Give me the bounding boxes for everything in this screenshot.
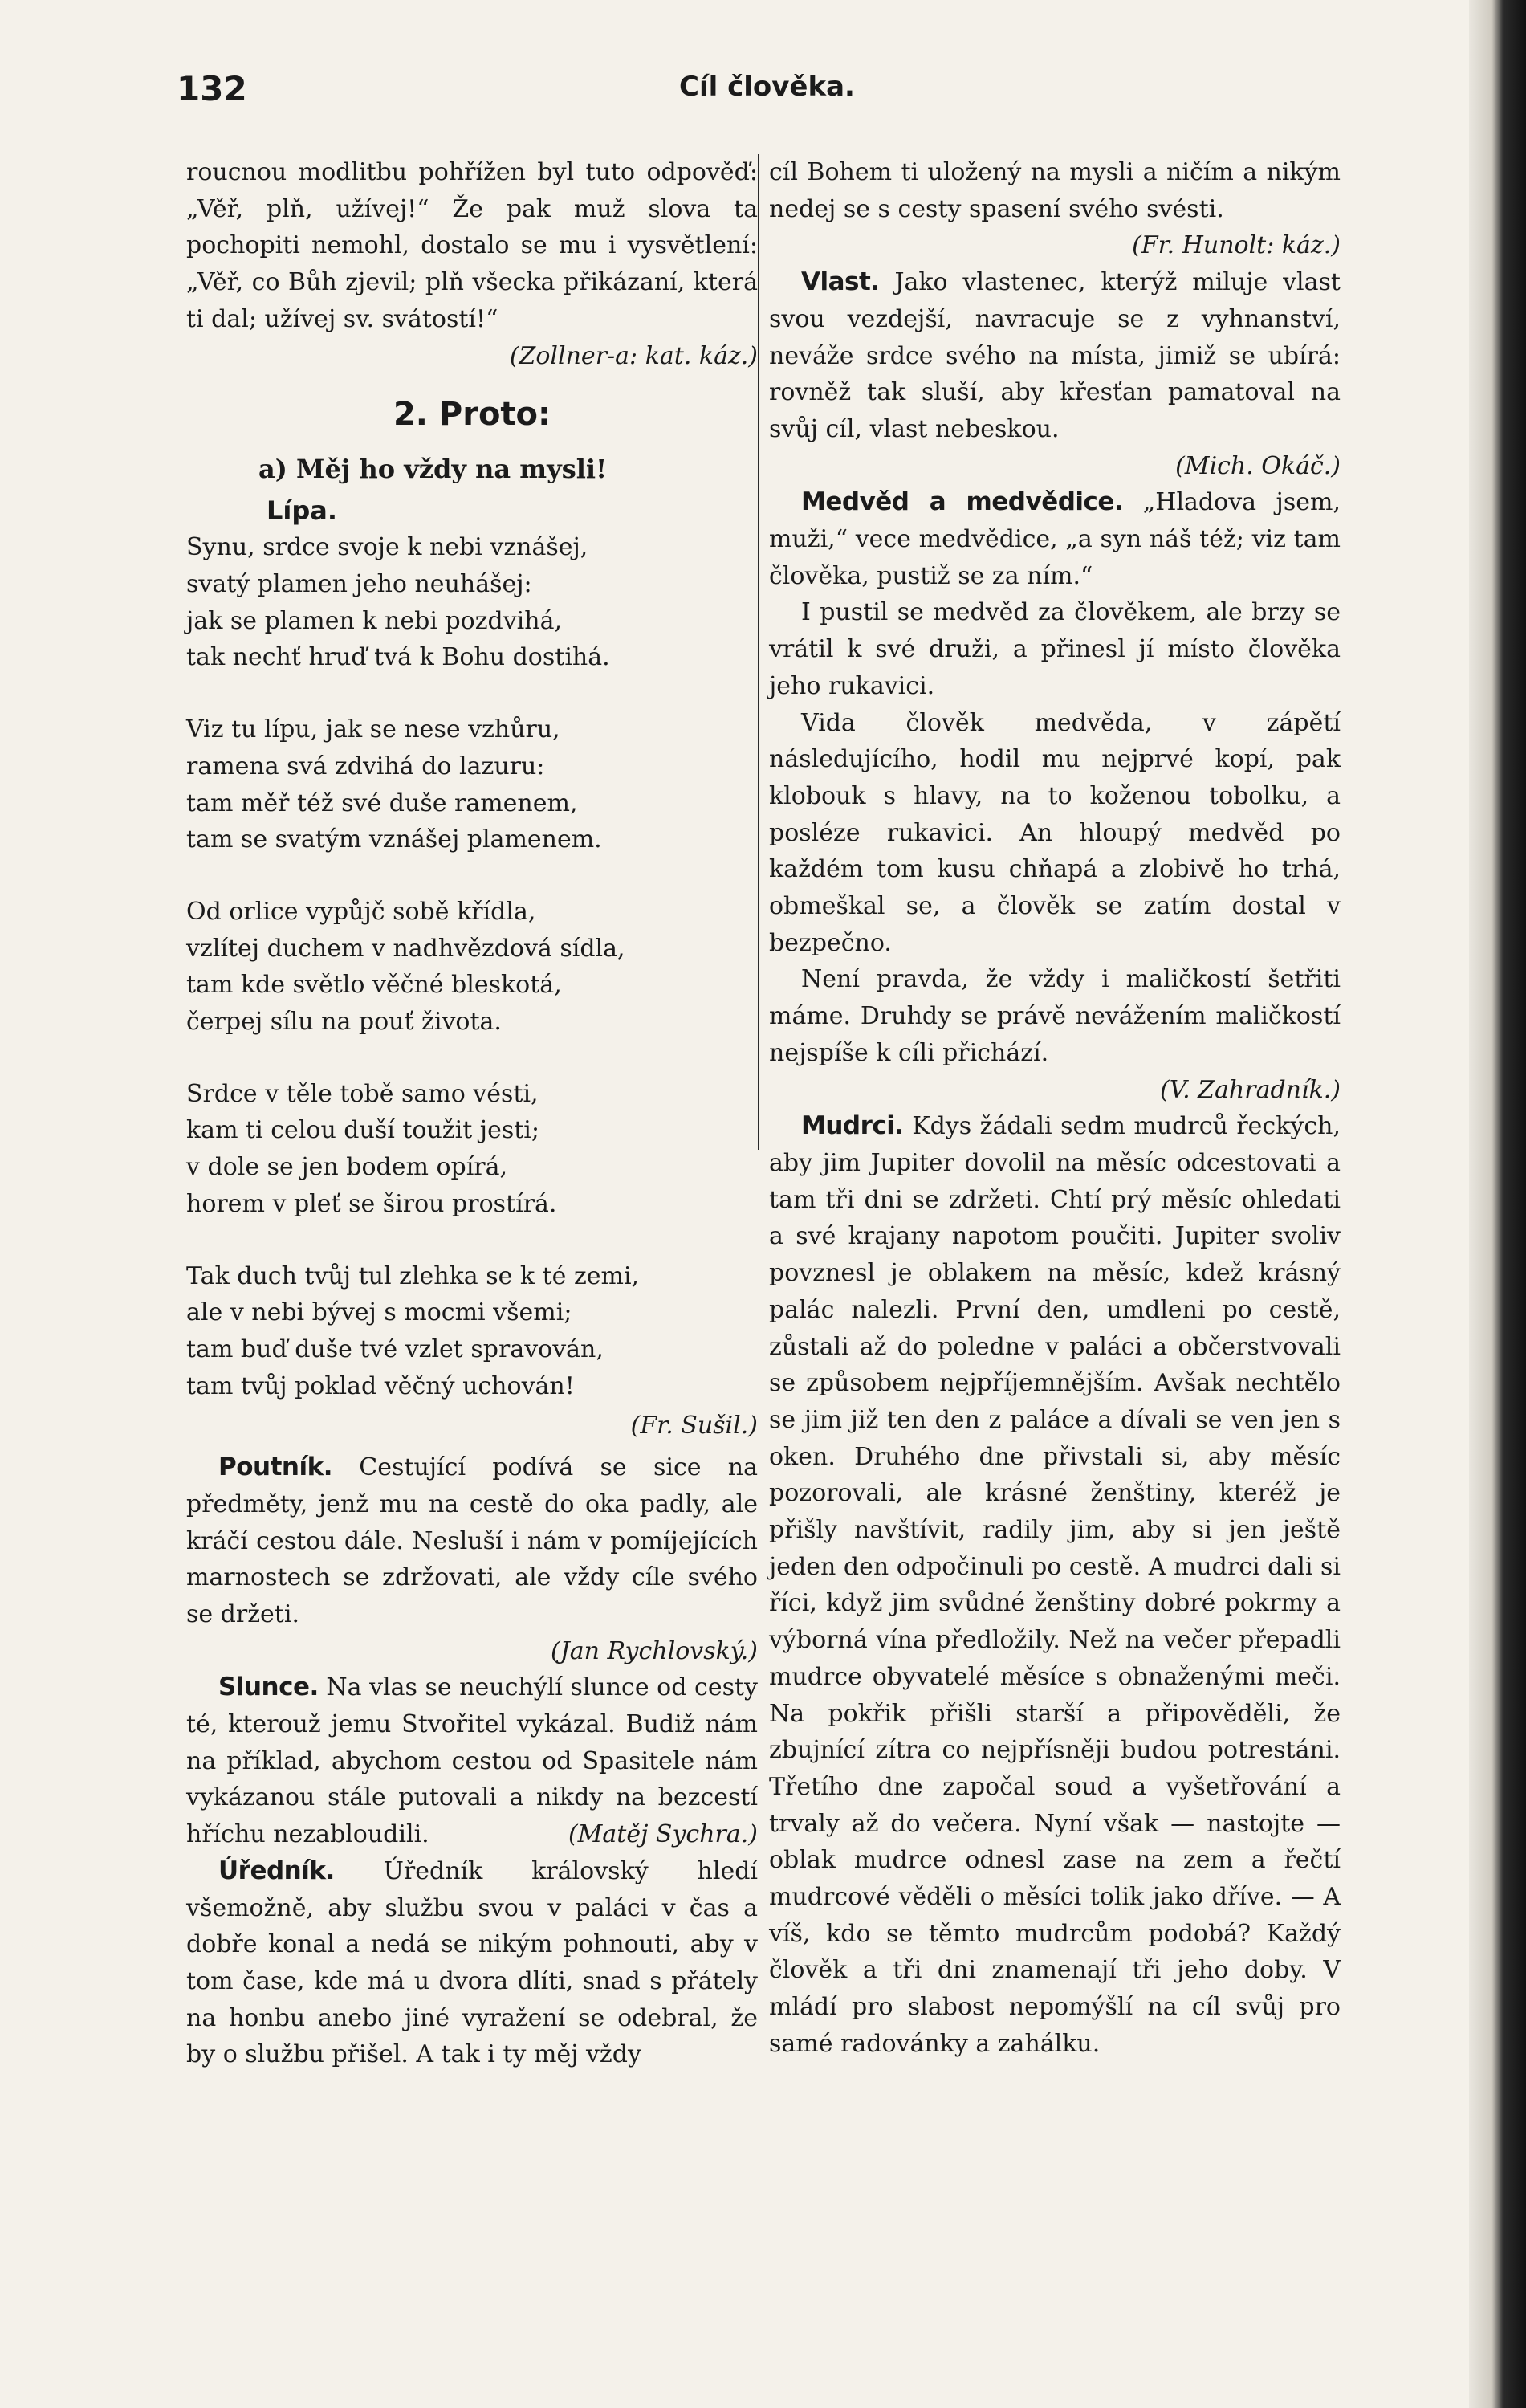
poem-stanza	[186, 1258, 758, 1405]
poem-stanza	[186, 711, 758, 858]
reference-hunolt: (Fr. Hunolt: káz.)	[1132, 231, 1341, 260]
keyword-urednik: Úředník.	[218, 1856, 335, 1885]
poem-line: Synu, srdce svoje k nebi vznášej,	[186, 533, 588, 562]
entry-poutnik	[186, 1449, 758, 1633]
entry-medved-p4: Není pravda, že vždy i maličkostí šetřiti máme. Druhdy se právě nevážením maličkostí nejspíše k cíli přichází.	[769, 965, 1341, 1067]
entry-medved	[769, 484, 1341, 594]
entry-poutnik-text: Cestující podívá se sice na předměty, jenž mu na cestě do oka padly, ale kráčí cestou dále. Nesluší i nám v pomíjejících marnostech se zdržovati, ale vždy cíle svého se držeti.	[186, 1453, 759, 1628]
poem-line: tam buď duše tvé vzlet spravován,	[186, 1334, 604, 1363]
poem-stanza	[186, 894, 758, 1041]
entry-slunce-text: Na vlas se neuchýlí slunce od cesty té, kterouž jemu Stvořitel vykázal. Budiž nám na příklad, abychom cestou od Spasitele nám vykázanou stále putovali a nikdy na bezcestí hříchu nezabloudili.	[186, 1673, 758, 1849]
reference-sychra: (Matěj Sychra.)	[568, 1820, 758, 1849]
entry-vlast	[769, 264, 1341, 448]
poem-line: ramena svá zdvihá do lazuru:	[186, 752, 545, 780]
right-column	[769, 154, 1341, 2063]
poem-line: svatý plamen jeho neuhášej:	[186, 570, 532, 599]
poem-line: kam ti celou duší toužit jesti;	[186, 1116, 539, 1145]
running-title: Cíl člověka.	[679, 71, 855, 103]
page-edge	[1469, 0, 1526, 2408]
poem-stanza	[186, 529, 758, 676]
poem-line: tak nechť hruď tvá k Bohu dostihá.	[186, 643, 610, 672]
keyword-poutnik: Poutník.	[218, 1453, 332, 1482]
reference-zahradnik: (V. Zahradník.)	[1159, 1075, 1341, 1104]
entry-slunce	[186, 1669, 758, 1853]
left-paragraph-1: roucnou modlitbu pohřížen byl tuto odpověď: „Věř, plň, užívej!“ Že pak muž slova ta pochopiti nemohl, dostalo se mu i vysvětlení: „Věř, co Bůh zjevil; plň všecka přikázaní, která ti dal; užívej sv. svátostí!“	[186, 158, 758, 333]
entry-medved-p2: I pustil se medvěd za člověkem, ale brzy se vrátil k své druži, a přinesl jí místo člověka jeho rukavici.	[769, 598, 1341, 700]
entry-mudrci-text: Kdys žádali sedm mudrců řeckých, aby jim Jupiter dovolil na měsíc odcestovati a tam tři dni se zdržeti. Chtí prý měsíc ohledati a své krajany napotom poučiti. Jupiter svoliv povznesl je oblakem na měsíc, kdež krásný palác nalezli. První den, umdleni po cestě, zůstali až do poledne v paláci a občerstvovali se způsobem nejpříjemnějším. Avšak nechtělo se jim již ten den z paláce a dívali se ven jen s oken. Druhého dne přivstali si, aby měsíc pozorovali, ale krásné ženštiny, kteréž je přišly navštívit, radily jim, aby si jen ještě jeden den odpočinuli po cestě. A mudrci dali si říci, když jim svůdné ženštiny dobré pokrmy a výborná vína předložily. Než na večer přepadli mudrce obyvatelé měsíce s obnaženými meči. Na pokřik přišli starší a připověděli, že zbujnící zítra co nejpřísněji budou potrestáni. Třetího dne započal soud a vyšetřování a trvaly až do večera. Nyní však — nastojte — oblak mudrce odnesl zase na zem a řečtí mudrcové věděli o měsíci tolik jako dříve. — A víš, kdo se těmto mudrcům podobá? Každý člověk a tři dni znamenají tři jeho doby. V mládí pro slabost nepomýšlí na cíl svůj pro samé radovánky a zahálku.	[769, 1112, 1341, 2058]
entry-urednik-text: Úředník královský hledí všemožně, aby službu svou v paláci v čas a dobře konal a nedá se nikým pohnouti, aby v tom čase, kde má u dvora dlíti, snad s přátely na honbu anebo jiné vyražení se odebral, že by o službu přišel. A tak i ty měj vždy	[186, 1856, 758, 2069]
column-divider	[758, 154, 759, 1150]
poem-line: jak se plamen k nebi pozdvihá,	[186, 606, 563, 635]
poem-line: Srdce v těle tobě samo vésti,	[186, 1079, 539, 1108]
entry-mudrci	[769, 1108, 1341, 2062]
poem-line: tam kde světlo věčné bleskotá,	[186, 971, 562, 1000]
poem-line: ale v nebi bývej s mocmi všemi;	[186, 1298, 572, 1327]
poem-title: Lípa.	[267, 495, 338, 526]
section-heading: 2. Proto:	[393, 396, 551, 434]
poem-line: tam se svatým vznášej plamenem.	[186, 825, 602, 854]
poem-line: v dole se jen bodem opírá,	[186, 1153, 508, 1182]
subheading: a) Měj ho vždy na mysli!	[258, 453, 608, 484]
poem-line: horem v pleť se širou prostírá.	[186, 1189, 557, 1218]
reference-okac: (Mich. Okáč.)	[1175, 451, 1341, 480]
reference-rychlovsky: (Jan Rychlovský.)	[551, 1636, 758, 1665]
page-number: 132	[177, 69, 247, 108]
keyword-mudrci: Mudrci.	[801, 1111, 904, 1141]
reference-zollner: (Zollner-a: kat. káz.)	[509, 341, 758, 370]
poem-stanza	[186, 1076, 758, 1223]
poem-line: Tak duch tvůj tul zlehka se k té zemi,	[186, 1261, 640, 1290]
keyword-medved: Medvěd a medvědice.	[801, 487, 1124, 517]
entry-medved-p3: Vida člověk medvěda, v zápětí následujícího, hodil mu nejprvé kopí, pak klobouk s hlavy, na to koženou tobolku, a posléze rukavici. An hloupý medvěd po každém tom kusu chňapá a zlobivě ho trhá, obmeškal se, a člověk se zatím dostal v bezpečno.	[769, 708, 1341, 957]
entry-medved-text: „Hladova jsem, muži,“ vece medvědice, „a syn náš též; viz tam člověka, pustiž se za ním.“	[769, 488, 1341, 590]
poem-line: tam tvůj poklad věčný uchován!	[186, 1371, 575, 1400]
poem-line: Od orlice vypůjč sobě křídla,	[186, 897, 536, 926]
poem-line: vzlítej duchem v nadhvězdová sídla,	[186, 934, 625, 963]
left-column	[186, 154, 758, 2073]
poem-line: čerpej sílu na pouť života.	[186, 1008, 502, 1037]
poem-line: Viz tu lípu, jak se nese vzhůru,	[186, 715, 560, 744]
keyword-vlast: Vlast.	[801, 267, 880, 297]
entry-vlast-text: Jako vlastenec, kterýž miluje vlast svou vezdejší, navracuje se z vyhnanství, neváže srdce svého na místa, jimiž se ubírá: rovněž tak sluší, aby křesťan pamatoval na svůj cíl, vlast nebeskou.	[769, 268, 1341, 443]
page-header	[177, 64, 1477, 112]
entry-urednik	[186, 1853, 758, 2073]
reference-susil: (Fr. Sušil.)	[630, 1412, 758, 1440]
right-paragraph-1: cíl Bohem ti uložený na mysli a ničím a nikým nedej se s cesty spasení svého svésti.	[769, 158, 1341, 223]
poem-line: tam měř též své duše ramenem,	[186, 788, 578, 817]
keyword-slunce: Slunce.	[218, 1673, 319, 1702]
